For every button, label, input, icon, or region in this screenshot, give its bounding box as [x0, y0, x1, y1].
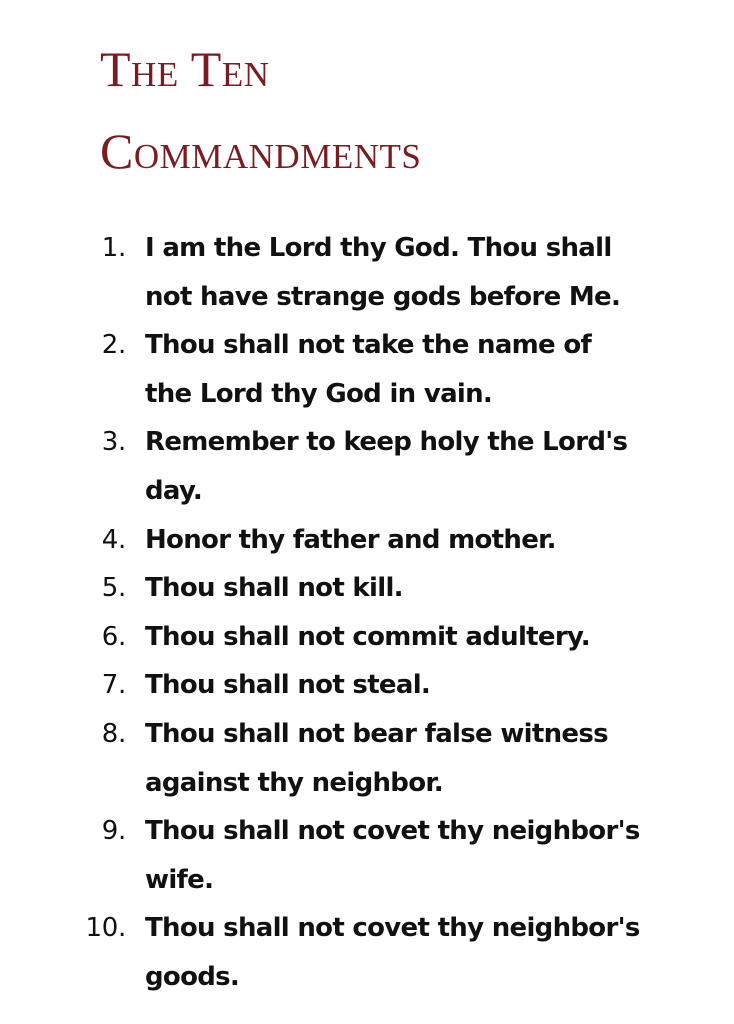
item-number: 9.	[101, 816, 126, 847]
item-text: I am the Lord thy God. Thou shall not have strange gods before Me.	[145, 233, 621, 312]
page-title	[100, 28, 421, 192]
list-item	[0, 418, 645, 515]
item-text: Remember to keep holy the Lord's day.	[145, 427, 628, 506]
item-text: Honor thy father and mother.	[145, 524, 556, 555]
list-item	[0, 564, 645, 613]
item-number: 7.	[101, 670, 126, 701]
list-item	[0, 904, 645, 1001]
item-number: 3.	[101, 427, 126, 458]
item-number: 5.	[101, 573, 126, 604]
list-item	[0, 710, 645, 807]
item-number: 4.	[101, 524, 126, 555]
item-number: 6.	[101, 621, 126, 652]
item-number: 1.	[101, 233, 126, 263]
item-number: 10.	[85, 913, 126, 944]
item-text: Thou shall not kill.	[145, 573, 403, 604]
list-item	[0, 224, 645, 321]
item-text: Thou shall not steal.	[145, 670, 431, 701]
item-number: 2.	[101, 330, 126, 361]
list-item	[0, 613, 645, 662]
commandments-list	[0, 224, 645, 1002]
list-item	[0, 661, 645, 710]
list-item	[0, 807, 645, 904]
list-item	[0, 321, 645, 418]
title-line-1: The Ten	[100, 41, 270, 97]
item-text: Thou shall not bear false witness against thy neighbor.	[145, 718, 608, 798]
item-text: Thou shall not covet thy neighbor's goods.	[145, 913, 640, 992]
item-number: 8.	[101, 718, 126, 749]
item-text: Thou shall not commit adultery.	[145, 621, 590, 652]
list-item	[0, 516, 645, 565]
title-line-2: Commandments	[100, 123, 422, 179]
item-text: Thou shall not covet thy neighbor's wife.	[145, 816, 640, 895]
item-text: Thou shall not take the name of the Lord thy God in vain.	[145, 330, 592, 409]
